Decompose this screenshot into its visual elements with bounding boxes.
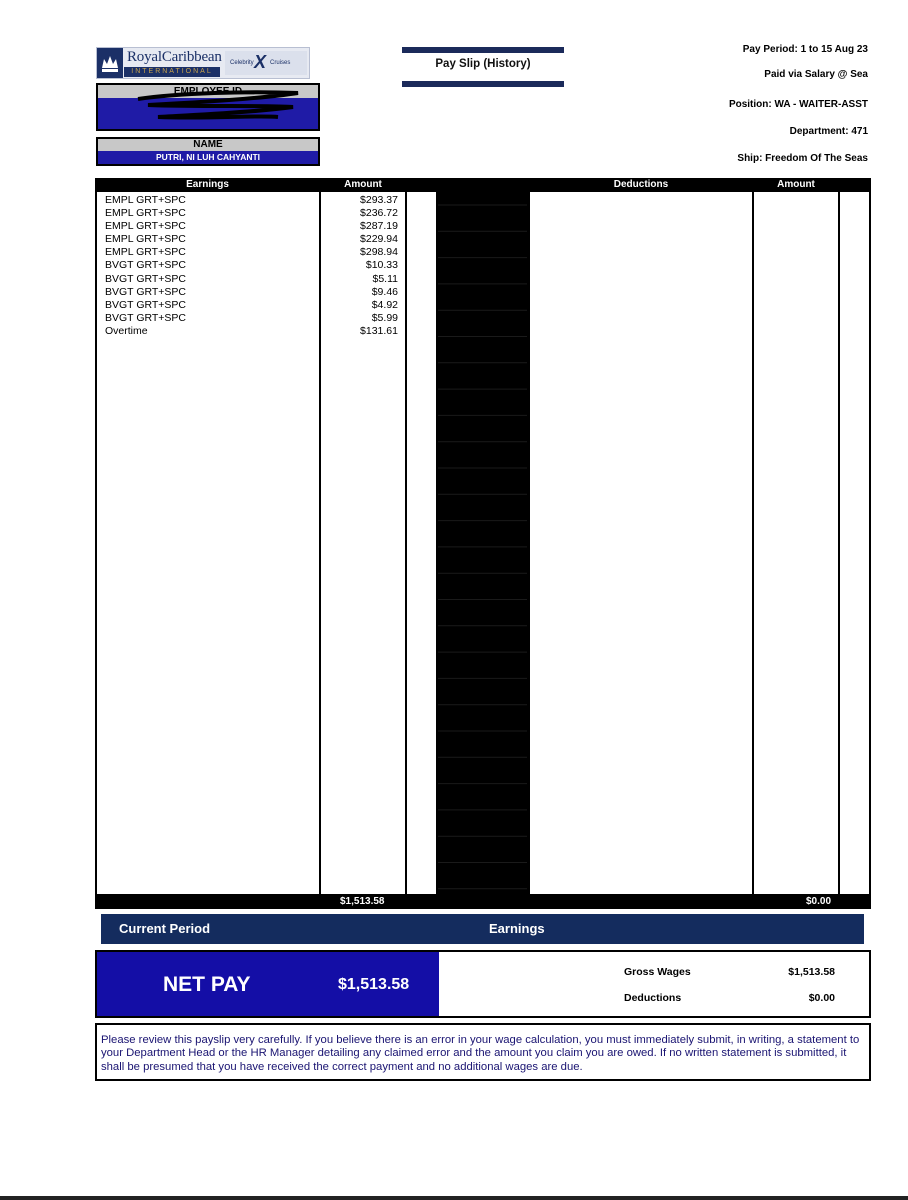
earning-amount: $298.94 — [360, 246, 398, 259]
deductions-total: $0.00 — [806, 896, 832, 907]
department: Department: 471 — [789, 126, 868, 137]
earning-label: BVGT GRT+SPC — [105, 298, 187, 311]
current-period-label: Current Period — [119, 921, 211, 936]
table-row — [105, 312, 405, 325]
earning-amount: $5.99 — [371, 311, 398, 324]
table-row — [105, 286, 405, 299]
table-row — [105, 207, 405, 220]
net-pay-box — [97, 952, 439, 1016]
table-row — [105, 273, 405, 286]
royal-caribbean-wordmark: RoyalCaribbean — [127, 49, 222, 65]
deductions-summary-value: $0.00 — [808, 992, 835, 1004]
net-pay-label: NET PAY — [163, 973, 251, 996]
pay-period: Pay Period: 1 to 15 Aug 23 — [742, 44, 868, 55]
net-pay-value: $1,513.58 — [338, 976, 410, 993]
table-row — [105, 259, 405, 272]
earnings-header: Earnings — [186, 179, 229, 190]
earnings-amount-header: Amount — [344, 179, 382, 190]
earnings-total: $1,513.58 — [340, 896, 385, 907]
earning-label: EMPL GRT+SPC — [105, 220, 186, 233]
earning-label: BVGT GRT+SPC — [105, 272, 187, 285]
table-footer — [95, 894, 871, 909]
deductions-amount-header: Amount — [777, 179, 815, 190]
position: Position: WA - WAITER-ASST — [728, 99, 868, 110]
deductions-summary-label: Deductions — [624, 992, 682, 1004]
table-row — [105, 220, 405, 233]
employee-id-box — [96, 83, 320, 131]
redacted-column-lines — [436, 178, 529, 909]
title-bar-bottom — [402, 81, 564, 87]
earning-amount: $9.46 — [371, 285, 398, 298]
column-divider — [838, 192, 840, 894]
earning-label: BVGT GRT+SPC — [105, 259, 187, 272]
earning-label: Overtime — [105, 324, 148, 337]
ship: Ship: Freedom Of The Seas — [737, 153, 868, 164]
cruises-wordmark: Cruises — [270, 60, 291, 66]
earning-label: EMPL GRT+SPC — [105, 194, 186, 206]
column-divider — [752, 192, 754, 894]
earning-amount: $287.19 — [360, 220, 398, 233]
celebrity-x-mark: X — [254, 52, 267, 72]
page-title: Pay Slip (History) — [435, 58, 531, 70]
earning-amount: $229.94 — [360, 233, 398, 246]
current-period-bar — [101, 914, 864, 944]
employee-name-label: NAME — [98, 139, 318, 151]
deductions-header: Deductions — [613, 179, 669, 190]
celebrity-wordmark: Celebrity — [230, 60, 254, 66]
payslip-notice: Please review this payslip very carefully. If you believe there is an error in your wage calculation, you must immediately submit, in writing, a statement to your Department Head or the HR Manager detailing any claimed error and the amount you claim you are owed. If no written statement is submitted, it shall be presumed that you have received the correct payment and no additional wages are due. — [95, 1023, 871, 1081]
earning-label: BVGT GRT+SPC — [105, 285, 187, 298]
employee-name-box — [96, 137, 320, 166]
earning-amount: $131.61 — [360, 324, 398, 337]
earning-amount: $4.92 — [371, 298, 398, 311]
redacted-column — [436, 178, 529, 909]
redaction-scribble — [98, 85, 318, 129]
gross-wages-value: $1,513.58 — [788, 966, 835, 978]
table-row — [105, 299, 405, 312]
gross-wages-label: Gross Wages — [624, 966, 691, 978]
international-wordmark: INTERNATIONAL — [131, 68, 213, 75]
employee-name-value: PUTRI, NI LUH CAHYANTI — [155, 152, 261, 162]
earning-label: EMPL GRT+SPC — [105, 246, 186, 259]
earning-label: EMPL GRT+SPC — [105, 207, 186, 220]
table-row — [105, 325, 405, 338]
net-pay-section — [95, 950, 871, 1018]
table-row — [105, 246, 405, 259]
page-edge-line — [0, 1196, 908, 1200]
paid-via: Paid via Salary @ Sea — [764, 69, 868, 80]
crown-anchor-icon — [97, 48, 123, 78]
earning-amount: $293.37 — [360, 194, 398, 206]
earnings-list — [105, 194, 405, 338]
table-row — [105, 233, 405, 246]
table-row — [105, 194, 405, 207]
title-bar-top — [402, 47, 564, 53]
company-logo — [96, 47, 310, 79]
employee-id-label: EMPLOYEE ID — [98, 85, 318, 98]
earning-amount: $236.72 — [360, 207, 398, 220]
earning-label: EMPL GRT+SPC — [105, 233, 186, 246]
earning-amount: $5.11 — [372, 272, 398, 285]
earning-amount: $10.33 — [365, 259, 398, 272]
current-period-earnings-label: Earnings — [489, 921, 545, 936]
column-divider — [405, 192, 407, 894]
earning-label: BVGT GRT+SPC — [105, 311, 187, 324]
